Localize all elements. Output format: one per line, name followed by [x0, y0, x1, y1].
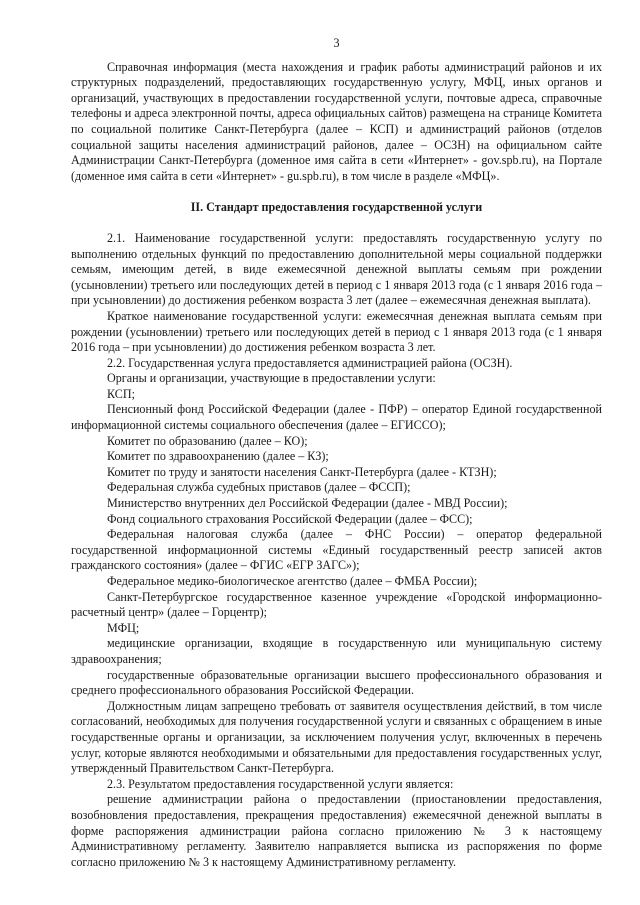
paragraph: медицинские организации, входящие в государственную или муниципальную систему здравоохранения; — [71, 636, 602, 666]
page-number: 3 — [333, 36, 340, 50]
paragraph: Комитет по образованию (далее – КО); — [107, 433, 308, 448]
paragraph: Федеральная налоговая служба (далее – ФНС России) – оператор федеральной государственной информационной системы «Единый государственный реестр записей актов гражданского состояния» (далее – ФГИС «ЕГР ЗАГС»); — [71, 527, 602, 573]
paragraph: Краткое наименование государственной услуги: ежемесячная денежная выплата семьям при рождении (усыновлении) третьего или последующих детей в период с 1 января 2013 года (с 1 января 2016 года – при усыновлении) до достижения ребенком возраста 3 лет. — [71, 308, 602, 355]
section-heading: II. Стандарт предоставления государственной услуги — [190, 200, 483, 215]
paragraph: Комитет по здравоохранению (далее – КЗ); — [107, 449, 329, 464]
paragraph: 2.3. Результатом предоставления государственной услуги является: — [107, 776, 454, 791]
paragraph: решение администрации района о предоставлении (приостановлении предоставления, возобновления предоставления, прекращения предоставления) ежемесячной денежной выплаты в форме распоряжения администрации района согласно приложению № 3 к настоящему Административному регламенту. Заявителю направляется выписка из распоряжения по форме согласно приложению № 3 к настоящему Административному регламенту. — [71, 792, 602, 869]
paragraph: Федеральная служба судебных приставов (далее – ФССП); — [107, 480, 411, 495]
paragraph: МФЦ; — [107, 620, 140, 635]
paragraph: Комитет по труду и занятости населения Санкт-Петербурга (далее - КТЗН); — [107, 464, 497, 479]
paragraph: 2.2. Государственная услуга предоставляется администрацией района (ОСЗН). — [107, 355, 513, 370]
paragraph: Органы и организации, участвующие в предоставлении услуги: — [107, 371, 436, 386]
paragraph: 2.1. Наименование государственной услуги: предоставлять государственную услугу по выполнению отдельных функций по предоставлению дополнительной меры социальной поддержки семьям, имеющим детей, в виде ежемесячной денежной выплаты семьям при рождении (усыновлении) третьего или последующих детей в период с 1 января 2013 года (с 1 января 2016 года – при усыновлении) до достижения ребенком возраста 3 лет (далее – ежемесячная денежная выплата). — [71, 230, 602, 308]
paragraph: Федеральное медико-биологическое агентство (далее – ФМБА России); — [107, 574, 478, 588]
paragraph: Пенсионный фонд Российской Федерации (далее - ПФР) – оператор Единой государственной информационной системы социального обеспечения (далее – ЕГИССО); — [71, 402, 602, 433]
paragraph: КСП; — [107, 386, 135, 401]
paragraph: Фонд социального страхования Российской Федерации (далее – ФСС); — [107, 511, 473, 526]
paragraph: Должностным лицам запрещено требовать от заявителя осуществления действий, в том числе согласований, необходимых для получения государственной услуги и связанных с обращением в иные государственные органы и организации, за исключением получения услуг, включенных в перечень услуг, которые являются необходимыми и обязательными для предоставления государственных услуг, утвержденный Правительством Санкт-Петербурга. — [71, 698, 602, 776]
paragraph: Санкт-Петербургское государственное казенное учреждение «Городской информационно-расчетный центр» (далее – Горцентр); — [71, 589, 602, 620]
paragraph: государственные образовательные организации высшего профессионального образования и среднего профессионального образования Российской Федерации. — [71, 667, 602, 698]
intro-paragraph: Справочная информация (места нахождения и график работы администраций районов и их структурных подразделений, предоставляющих государственную услугу, МФЦ, иных органов и организаций, участвующих в предоставлении государственной услуги, почтовые адреса, справочные телефоны и адреса электронной почты, адреса официальных сайтов) размещена на странице Комитета по социальной политике Санкт-Петербурга (далее – КСП) и администраций районов (отделов социальной защиты населения администраций районов, далее – ОСЗН) на официальном сайте Администрации Санкт-Петербурга (доменное имя сайта в сети «Интернет» - gov.spb.ru), на Портале (доменное имя сайта в сети «Интернет» - gu.spb.ru), в том числе в разделе «МФЦ». — [71, 59, 602, 183]
paragraph: Министерство внутренних дел Российской Федерации (далее - МВД России); — [107, 496, 508, 511]
